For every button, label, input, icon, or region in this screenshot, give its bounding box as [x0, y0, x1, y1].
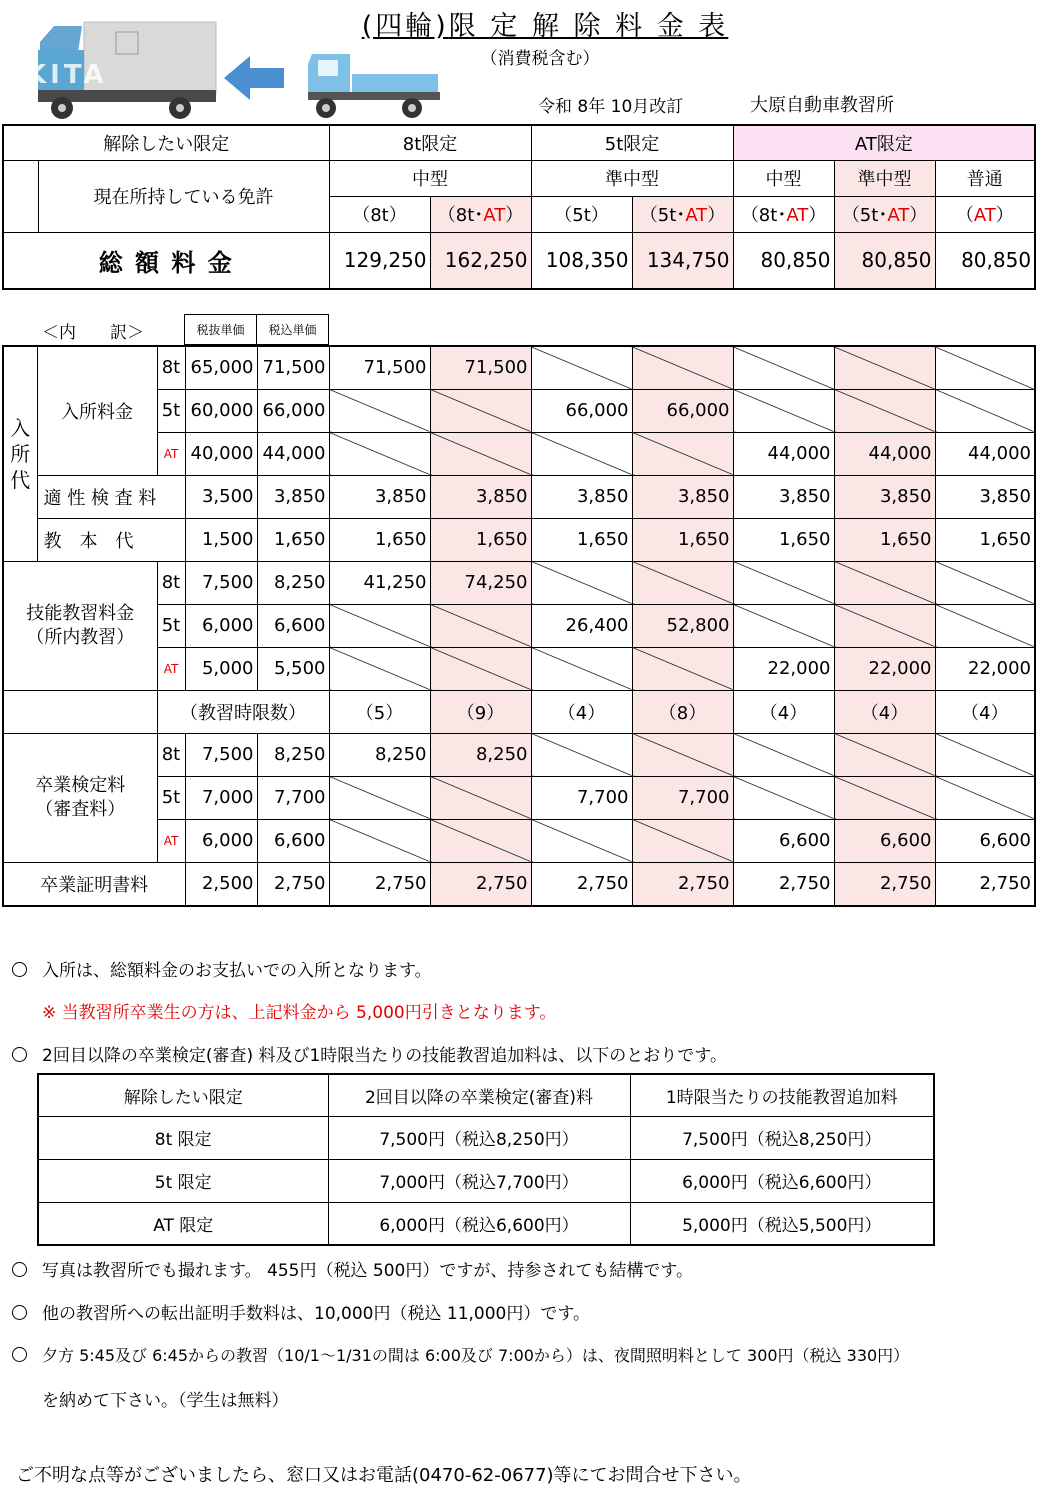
- fee-value: 2,750: [834, 862, 935, 906]
- group-at: AT限定: [733, 125, 1035, 160]
- empty-cell: [531, 432, 632, 475]
- extra-fee-value: 5,000円（税込5,500円）: [630, 1202, 934, 1245]
- extra-fee-limit: 5t 限定: [38, 1159, 328, 1202]
- rank-code: AT: [157, 647, 185, 690]
- extra-fee-header: 1時限当たりの技能教習追加料: [630, 1074, 934, 1116]
- fee-value: 3,850: [733, 475, 834, 518]
- unit-price-incl: 2,750: [257, 862, 329, 906]
- empty-cell: [935, 346, 1035, 389]
- empty-cell: [834, 604, 935, 647]
- hours-value: （4）: [834, 690, 935, 733]
- fee-value: 8,250: [430, 733, 531, 776]
- unit-price-incl: 1,650: [257, 518, 329, 561]
- empty-cell: [935, 561, 1035, 604]
- total-value: 80,850: [733, 232, 834, 289]
- fee-value: 3,850: [834, 475, 935, 518]
- unit-price-excl: 7,500: [185, 561, 257, 604]
- sub-code: （8t･AT）: [430, 196, 531, 232]
- empty-cell: [531, 819, 632, 862]
- empty-cell: [329, 647, 430, 690]
- license-type: 準中型: [834, 160, 935, 196]
- empty-cell: [733, 346, 834, 389]
- fee-value: 2,750: [430, 862, 531, 906]
- empty-cell: [935, 604, 1035, 647]
- rank-code: 5t: [157, 604, 185, 647]
- extra-fee-limit: AT 限定: [38, 1202, 328, 1245]
- empty-cell: [733, 776, 834, 819]
- empty-cell: [834, 776, 935, 819]
- empty-cell: [935, 776, 1035, 819]
- empty-cell: [632, 647, 733, 690]
- hours-value: （4）: [733, 690, 834, 733]
- rank-code: 8t: [157, 733, 185, 776]
- school-name: 大原自動車教習所: [750, 95, 894, 116]
- unit-price-incl: 8,250: [257, 733, 329, 776]
- bullet-circle-icon: [12, 1262, 27, 1277]
- unit-price-excl: 6,000: [185, 604, 257, 647]
- blank-cell: [3, 690, 157, 733]
- fee-value: 2,750: [531, 862, 632, 906]
- contact-note: ご不明な点等がございましたら、窓口又はお電話(0470-62-0677)等にてお問合せ下さい。: [16, 1465, 752, 1486]
- fee-value: 22,000: [834, 647, 935, 690]
- total-value: 129,250: [329, 232, 430, 289]
- fee-value: 3,850: [531, 475, 632, 518]
- limit-label: 解除したい限定: [3, 125, 329, 160]
- current-license-label: 現在所持している免許: [38, 160, 329, 232]
- logo: KITA: [26, 60, 108, 90]
- empty-cell: [632, 819, 733, 862]
- empty-cell: [733, 389, 834, 432]
- bullet-circle-icon: [12, 1047, 27, 1062]
- empty-cell: [733, 604, 834, 647]
- bullet-circle-icon: [12, 1347, 27, 1362]
- hours-value: （5）: [329, 690, 430, 733]
- fee-value: 44,000: [733, 432, 834, 475]
- fee-value: 44,000: [834, 432, 935, 475]
- summary-table: [2, 124, 1036, 290]
- rank-code: 5t: [157, 389, 185, 432]
- note-5: 夕方 5:45及び 6:45からの教習（10/1～1/31の間は 6:00及び 7:00から）は、夜間照明料として 300円（税込 330円）: [12, 1343, 909, 1366]
- empty-cell: [632, 733, 733, 776]
- sub-code: （8t･AT）: [733, 196, 834, 232]
- unit-price-excl: 1,500: [185, 518, 257, 561]
- empty-cell: [834, 733, 935, 776]
- total-value: 80,850: [935, 232, 1035, 289]
- unit-price-excl: 3,500: [185, 475, 257, 518]
- fee-value: 2,750: [733, 862, 834, 906]
- hours-value: （4）: [531, 690, 632, 733]
- title-main: 限 定 解 除 料 金 表: [448, 11, 729, 42]
- bullet-circle-icon: [12, 1305, 27, 1320]
- empty-cell: [430, 389, 531, 432]
- total-value: 134,750: [632, 232, 733, 289]
- fee-value: 44,000: [935, 432, 1035, 475]
- unit-price-excl: 65,000: [185, 346, 257, 389]
- note-1: 入所は、総額料金のお支払いでの入所となります。: [12, 956, 432, 981]
- unit-price-incl: 6,600: [257, 604, 329, 647]
- fee-value: 3,850: [935, 475, 1035, 518]
- unit-price-incl: 66,000: [257, 389, 329, 432]
- fee-value: 22,000: [733, 647, 834, 690]
- fee-value: 26,400: [531, 604, 632, 647]
- certificate-label: 卒業証明書料: [3, 862, 185, 906]
- fee-value: 1,650: [935, 518, 1035, 561]
- empty-cell: [430, 776, 531, 819]
- admission-group-label: 入 所 代: [3, 346, 37, 561]
- sub-code: （AT）: [935, 196, 1035, 232]
- empty-cell: [834, 389, 935, 432]
- unit-price-excl: 40,000: [185, 432, 257, 475]
- license-type: 普通: [935, 160, 1035, 196]
- empty-cell: [935, 733, 1035, 776]
- license-type: 中型: [329, 160, 531, 196]
- fee-value: 41,250: [329, 561, 430, 604]
- empty-cell: [834, 346, 935, 389]
- hours-value: （4）: [935, 690, 1035, 733]
- fee-value: 2,750: [632, 862, 733, 906]
- empty-cell: [531, 733, 632, 776]
- fee-value: 7,700: [632, 776, 733, 819]
- page-title: [300, 4, 790, 43]
- rank-code: 8t: [157, 346, 185, 389]
- col-incl: 税込単価: [257, 315, 329, 345]
- fee-value: 1,650: [834, 518, 935, 561]
- fee-value: 1,650: [733, 518, 834, 561]
- fee-value: 3,850: [329, 475, 430, 518]
- subtitle: （消費税含む）: [480, 49, 600, 69]
- col-excl: 税抜単価: [185, 315, 257, 345]
- empty-cell: [632, 346, 733, 389]
- fee-value: 66,000: [531, 389, 632, 432]
- total-value: 80,850: [834, 232, 935, 289]
- empty-cell: [430, 432, 531, 475]
- unit-price-incl: 8,250: [257, 561, 329, 604]
- empty-cell: [329, 776, 430, 819]
- unit-price-header: [184, 314, 329, 345]
- extra-fee-value: 6,000円（税込6,600円）: [630, 1159, 934, 1202]
- fee-value: 1,650: [329, 518, 430, 561]
- fee-value: 2,750: [329, 862, 430, 906]
- extra-fee-table: [37, 1073, 935, 1246]
- hours-value: （8）: [632, 690, 733, 733]
- empty-cell: [733, 733, 834, 776]
- extra-fee-limit: 8t 限定: [38, 1116, 328, 1159]
- empty-cell: [834, 561, 935, 604]
- fee-value: 71,500: [329, 346, 430, 389]
- empty-cell: [329, 819, 430, 862]
- unit-price-incl: 71,500: [257, 346, 329, 389]
- unit-price-excl: 7,500: [185, 733, 257, 776]
- fee-value: 2,750: [935, 862, 1035, 906]
- empty-cell: [329, 604, 430, 647]
- fee-value: 3,850: [632, 475, 733, 518]
- rank-code: AT: [157, 819, 185, 862]
- fee-value: 22,000: [935, 647, 1035, 690]
- fee-value: 8,250: [329, 733, 430, 776]
- empty-cell: [430, 819, 531, 862]
- fee-value: 3,850: [430, 475, 531, 518]
- sub-code: （5t･AT）: [632, 196, 733, 232]
- hours-value: （9）: [430, 690, 531, 733]
- unit-price-incl: 6,600: [257, 819, 329, 862]
- fee-value: 66,000: [632, 389, 733, 432]
- extra-fee-value: 7,000円（税込7,700円）: [328, 1159, 630, 1202]
- breakdown-table: [2, 345, 1036, 907]
- group-8t: 8t限定: [329, 125, 531, 160]
- empty-cell: [531, 561, 632, 604]
- fee-value: 7,700: [531, 776, 632, 819]
- aptitude-label: 適 性 検 査 料: [37, 475, 185, 518]
- sub-code: （5t･AT）: [834, 196, 935, 232]
- license-type: 準中型: [531, 160, 733, 196]
- fee-value: 6,600: [834, 819, 935, 862]
- rank-code: 8t: [157, 561, 185, 604]
- extra-fee-value: 7,500円（税込8,250円）: [630, 1116, 934, 1159]
- unit-price-excl: 60,000: [185, 389, 257, 432]
- license-type: 中型: [733, 160, 834, 196]
- sub-code: （5t）: [531, 196, 632, 232]
- empty-cell: [531, 647, 632, 690]
- fee-value: 1,650: [632, 518, 733, 561]
- fee-value: 6,600: [935, 819, 1035, 862]
- empty-cell: [531, 346, 632, 389]
- unit-price-excl: 7,000: [185, 776, 257, 819]
- fee-value: 74,250: [430, 561, 531, 604]
- total-value: 162,250: [430, 232, 531, 289]
- empty-cell: [329, 432, 430, 475]
- admission-fee-label: 入所料金: [37, 346, 157, 475]
- unit-price-excl: 6,000: [185, 819, 257, 862]
- rank-code: 5t: [157, 776, 185, 819]
- note-3: 写真は教習所でも撮れます。 455円（税込 500円）ですが、持参されても結構です。: [12, 1256, 693, 1281]
- unit-price-excl: 5,000: [185, 647, 257, 690]
- fee-value: 1,650: [430, 518, 531, 561]
- group-5t: 5t限定: [531, 125, 733, 160]
- extra-fee-header: 解除したい限定: [38, 1074, 328, 1116]
- hours-label: （教習時限数）: [157, 690, 329, 733]
- fee-value: 52,800: [632, 604, 733, 647]
- note-warning: ※ 当教習所卒業生の方は、上記料金から 5,000円引きとなります。: [42, 1003, 557, 1023]
- rank-code: AT: [157, 432, 185, 475]
- title-prefix: (四輪): [361, 11, 449, 42]
- sub-code: （8t）: [329, 196, 430, 232]
- empty-cell: [935, 389, 1035, 432]
- revision-date: 令和 8年 10月改訂: [538, 97, 684, 117]
- empty-cell: [632, 561, 733, 604]
- total-value: 108,350: [531, 232, 632, 289]
- exam-fee-label: 卒業検定料 （審査料）: [3, 733, 157, 862]
- skill-fee-label: 技能教習料金 （所内教習）: [3, 561, 157, 690]
- extra-fee-header: 2回目以降の卒業検定(審査)料: [328, 1074, 630, 1116]
- fee-value: 1,650: [531, 518, 632, 561]
- unit-price-incl: 3,850: [257, 475, 329, 518]
- extra-fee-value: 6,000円（税込6,600円）: [328, 1202, 630, 1245]
- empty-cell: [329, 389, 430, 432]
- unit-price-incl: 5,500: [257, 647, 329, 690]
- textbook-label: 教 本 代: [37, 518, 185, 561]
- unit-price-incl: 44,000: [257, 432, 329, 475]
- breakdown-label: ＜内 訳＞: [42, 323, 144, 343]
- unit-price-excl: 2,500: [185, 862, 257, 906]
- fee-value: 6,600: [733, 819, 834, 862]
- empty-cell: [430, 604, 531, 647]
- fee-value: 71,500: [430, 346, 531, 389]
- note-5-continued: を納めて下さい。（学生は無料）: [42, 1391, 289, 1411]
- note-2: 2回目以降の卒業検定(審査) 料及び1時限当たりの技能教習追加料は、以下のとおりです。: [12, 1041, 727, 1066]
- empty-cell: [430, 647, 531, 690]
- note-4: 他の教習所への転出証明手数料は、10,000円（税込 11,000円）です。: [12, 1299, 590, 1324]
- extra-fee-value: 7,500円（税込8,250円）: [328, 1116, 630, 1159]
- total-label: 総 額 料 金: [3, 232, 329, 289]
- empty-cell: [632, 432, 733, 475]
- empty-cell: [733, 561, 834, 604]
- bullet-circle-icon: [12, 962, 27, 977]
- unit-price-incl: 7,700: [257, 776, 329, 819]
